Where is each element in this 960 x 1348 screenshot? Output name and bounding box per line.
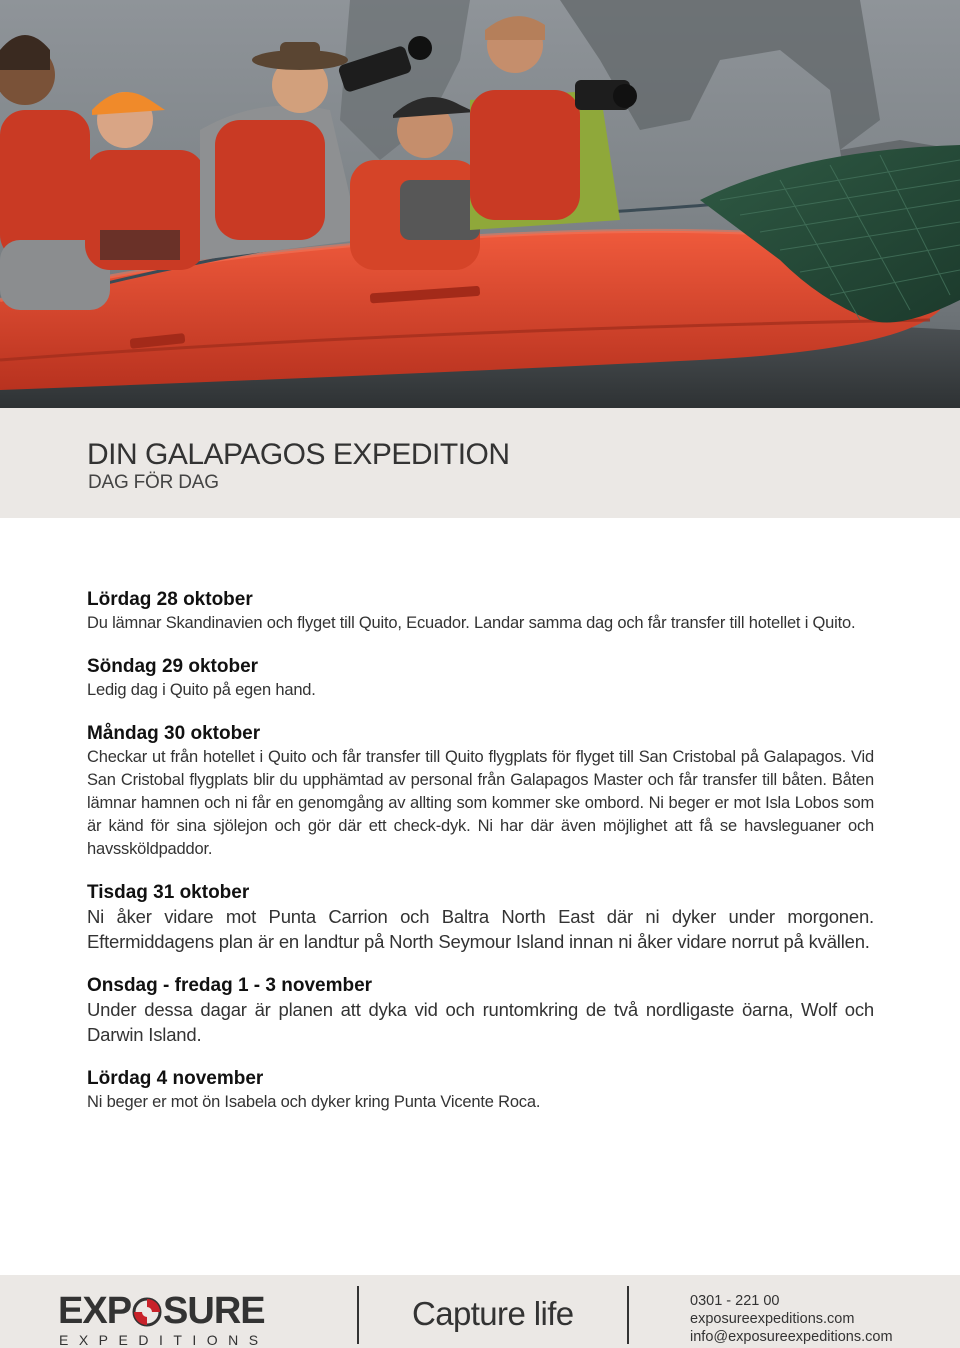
day-title: Lördag 4 november — [87, 1068, 264, 1089]
page-subtitle: DAG FÖR DAG — [88, 472, 219, 493]
footer-divider — [627, 1286, 629, 1344]
day-6 — [87, 1067, 874, 1114]
company-logo[interactable] — [58, 1292, 269, 1348]
aperture-icon — [132, 1296, 162, 1326]
day-text: Ni åker vidare mot Punta Carrion och Baltra North East där ni dyker under morgonen. Eftermiddagens plan är en landtur på North Seymour Island innan ni åker vidare norrut på kvällen. — [87, 906, 874, 952]
day-4 — [87, 881, 874, 954]
day-text: Ledig dag i Quito på egen hand. — [87, 681, 316, 699]
day-2 — [87, 655, 874, 702]
day-title: Onsdag - fredag 1 - 3 november — [87, 975, 373, 996]
email-link[interactable]: info@exposureexpeditions.com — [690, 1329, 893, 1345]
boat-photo-illustration — [0, 0, 960, 408]
page-title: DIN GALAPAGOS EXPEDITION — [87, 438, 510, 471]
day-title: Söndag 29 oktober — [87, 656, 259, 677]
day-1 — [87, 588, 874, 635]
website-link[interactable]: exposureexpeditions.com — [690, 1311, 855, 1327]
day-text: Du lämnar Skandinavien och flyget till Quito, Ecuador. Landar samma dag och får transfer till hotellet i Quito. — [87, 614, 856, 632]
hero-photo — [0, 0, 960, 408]
day-text: Under dessa dagar är planen att dyka vid och runtomkring de två nordligaste öarna, Wolf och Darwin Island. — [87, 999, 874, 1045]
day-title: Lördag 28 oktober — [87, 589, 253, 610]
logo-subtitle: EXPEDITIONS — [59, 1332, 269, 1348]
logo-word-right: SURE — [163, 1290, 265, 1332]
logo-wordmark — [58, 1292, 269, 1330]
day-text: Checkar ut från hotellet i Quito och får transfer till Quito flygplats för flyget till San Cristobal på Galapagos. Vid San Cristobal flygplats blir du upphämtad av personal från Galapagos Master och får transfer till båten. Båten lämnar hamnen och ni får en genomgång av allting som kommer ske ombord. Ni beger er mot Isla Lobos som är känd för sina sjölejon och gör där ett check-dyk. Ni har där även möjlighet att få se havsleguaner och havssköldpaddor. — [87, 748, 874, 858]
itinerary — [87, 588, 874, 1114]
day-title: Måndag 30 oktober — [87, 723, 261, 744]
tagline: Capture life — [412, 1295, 574, 1332]
title-band — [0, 408, 960, 518]
phone-number[interactable]: 0301 - 221 00 — [690, 1293, 780, 1309]
day-3 — [87, 722, 874, 861]
day-5 — [87, 974, 874, 1047]
contact-info — [690, 1292, 893, 1346]
day-title: Tisdag 31 oktober — [87, 882, 250, 903]
footer-divider — [357, 1286, 359, 1344]
day-text: Ni beger er mot ön Isabela och dyker kring Punta Vicente Roca. — [87, 1093, 541, 1111]
logo-word-left: EXP — [58, 1290, 132, 1332]
footer — [0, 1275, 960, 1348]
